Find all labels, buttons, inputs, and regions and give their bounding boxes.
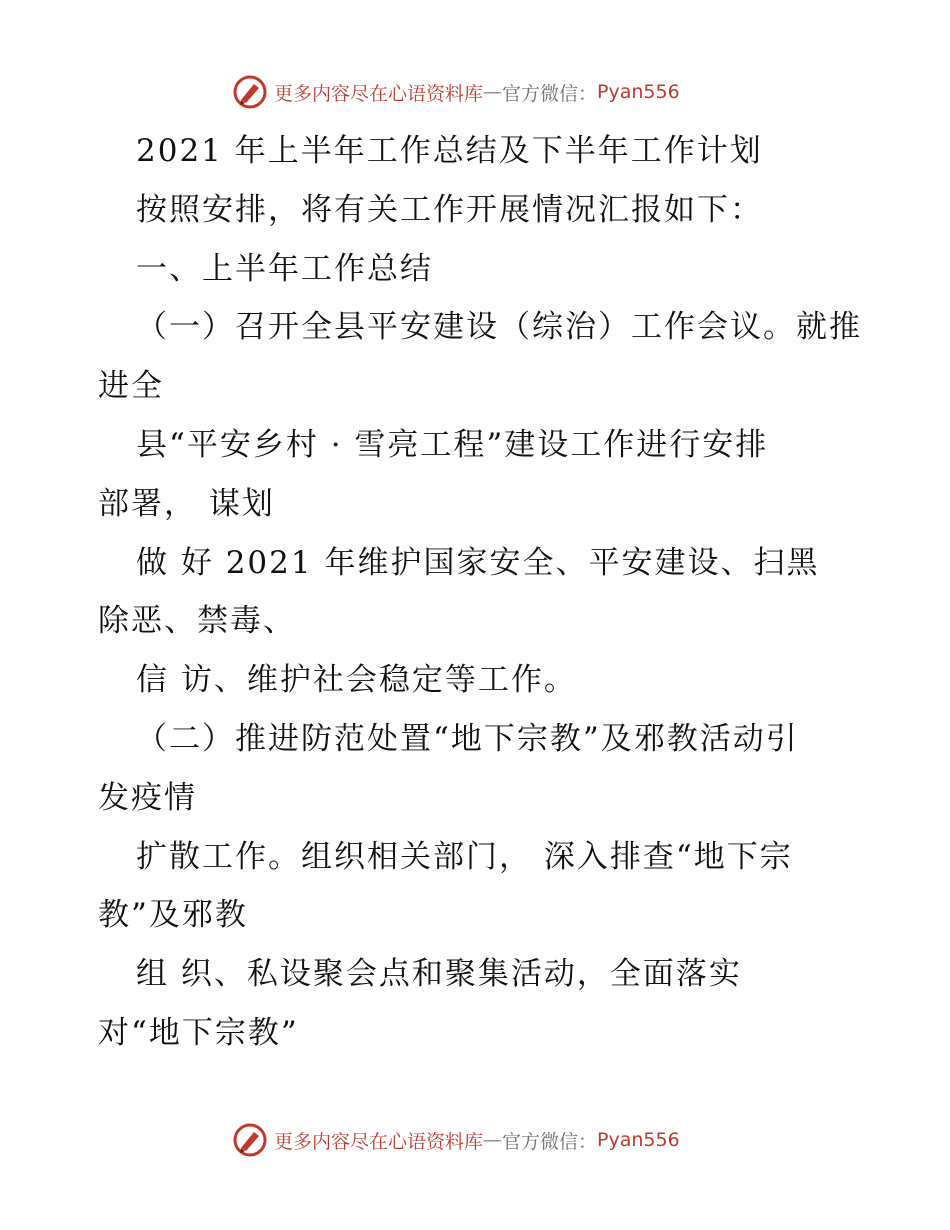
document-line: 进全 [98, 368, 164, 405]
watermark-separator: — [483, 1129, 503, 1151]
document-line: 组 织、私设聚会点和聚集活动，全面落实 [136, 956, 742, 993]
document-line: 教”及邪教 [98, 897, 248, 934]
pen-logo-icon [232, 74, 268, 110]
document-line: 除恶、禁毒、 [98, 603, 296, 640]
header-watermark [232, 72, 680, 112]
document-line: 做 好 2021 年维护国家安全、平安建设、扫黑 [136, 544, 820, 581]
document-line: 部署， 谋划 [98, 485, 275, 522]
watermark-brand: 更多内容尽在心语资料库 [274, 82, 484, 105]
watermark-wechat-id: Pyan556 [597, 81, 680, 103]
footer-watermark [232, 1120, 680, 1160]
document-line: 发疫情 [98, 779, 197, 816]
watermark-wechat-id: Pyan556 [597, 1129, 680, 1151]
watermark-brand: 更多内容尽在心语资料库 [274, 1130, 484, 1153]
document-line: 县“平安乡村 · 雪亮工程”建设工作进行安排 [136, 426, 769, 463]
document-line: 信 访、维护社会稳定等工作。 [136, 662, 577, 699]
document-line: 按照安排，将有关工作开展情况汇报如下： [136, 191, 763, 228]
document-line: 2021 年上半年工作总结及下半年工作计划 [136, 133, 763, 169]
watermark-separator: — [483, 81, 503, 103]
document-line: 对“地下宗教” [98, 1014, 299, 1051]
pen-logo-icon [232, 1122, 268, 1158]
document-line: （一）召开全县平安建设（综治）工作会议。就推 [136, 309, 862, 346]
watermark-official: 官方微信： [502, 1130, 598, 1153]
document-line: 一、上半年工作总结 [136, 250, 433, 287]
watermark-official: 官方微信： [502, 82, 598, 105]
document-body [98, 122, 862, 1063]
document-line: 扩散工作。组织相关部门， 深入排查“地下宗 [136, 838, 793, 875]
document-line: （二）推进防范处置“地下宗教”及邪教活动引 [136, 720, 799, 757]
